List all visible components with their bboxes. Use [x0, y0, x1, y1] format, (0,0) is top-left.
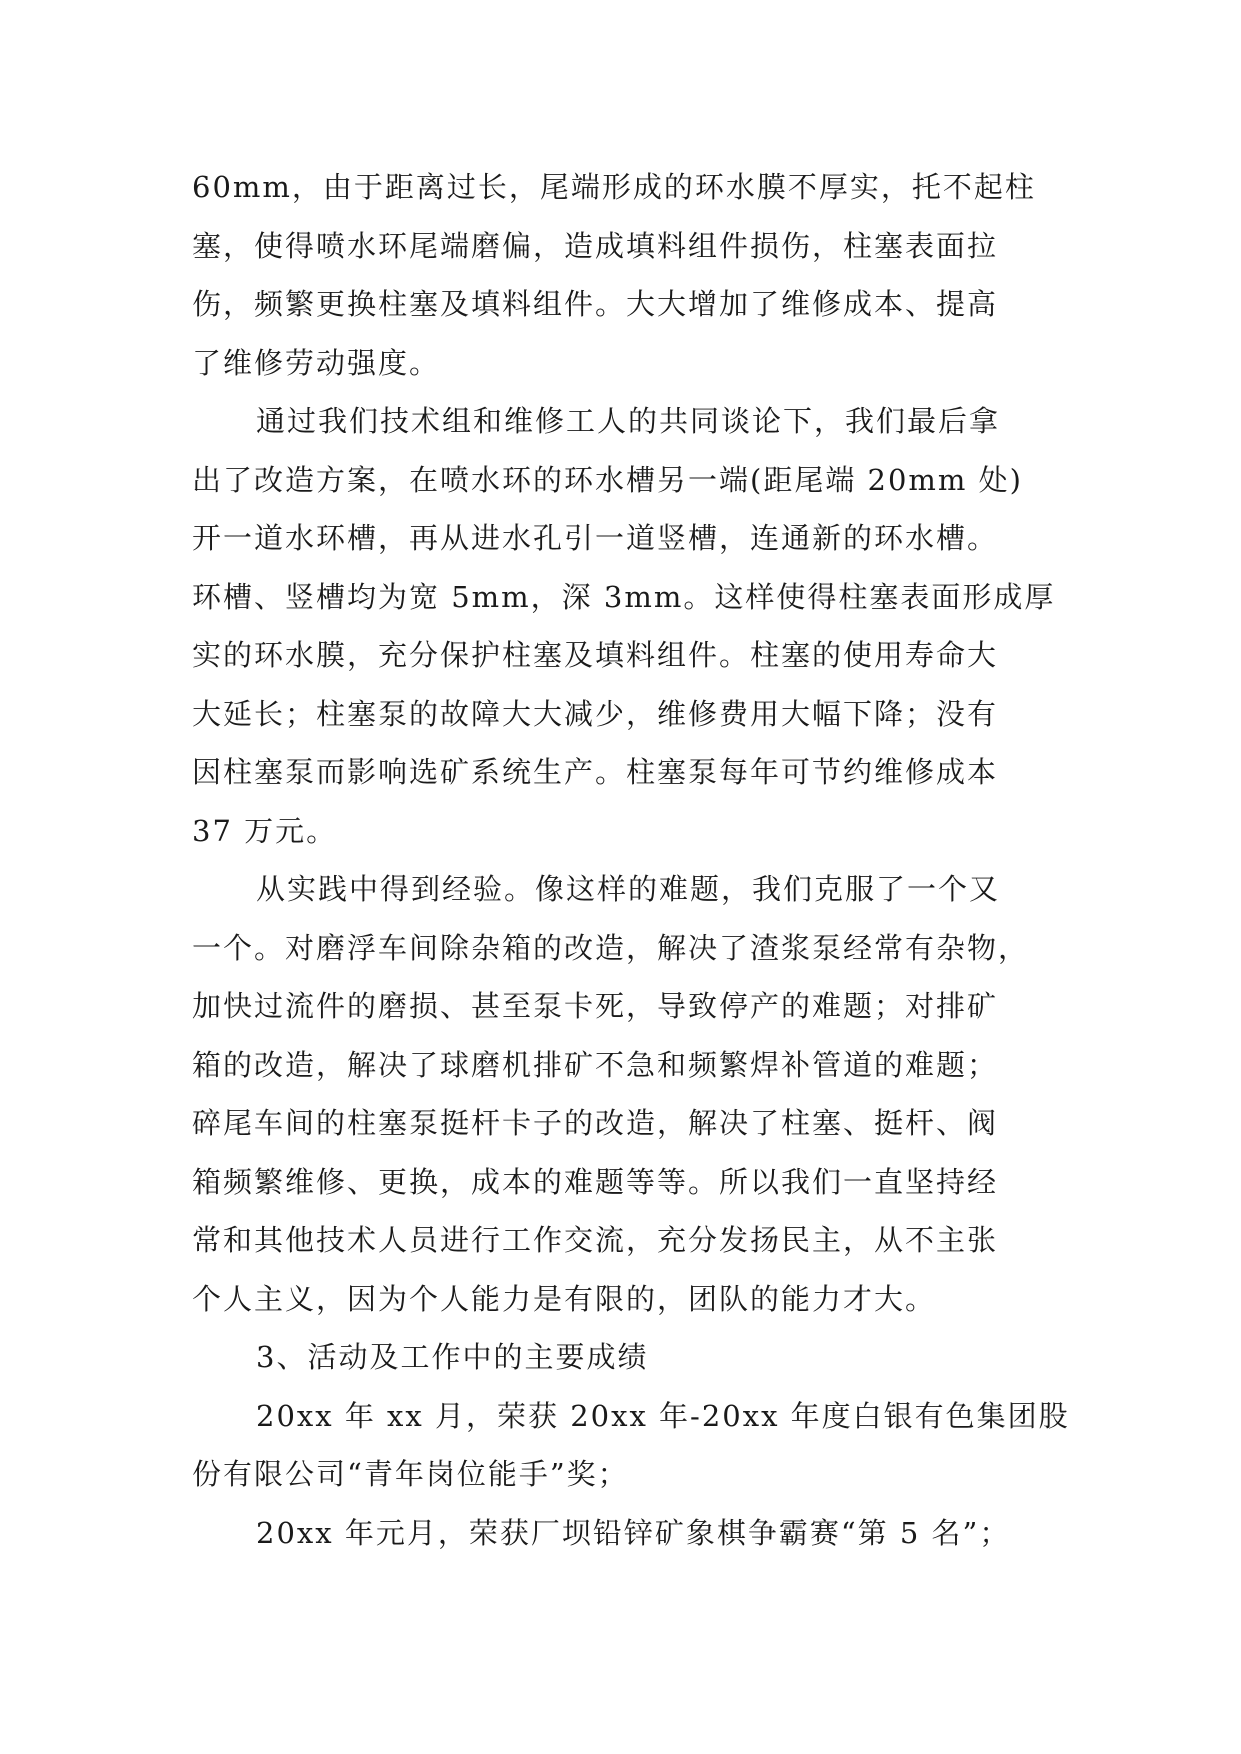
text-line: 箱的改造，解决了球磨机排矿不急和频繁焊补管道的难题；	[192, 1047, 999, 1082]
text-line: 因柱塞泵而影响选矿系统生产。柱塞泵每年可节约维修成本	[192, 755, 999, 789]
text-line: 常和其他技术人员进行工作交流，充分发扬民主，从不主张	[192, 1223, 999, 1257]
paragraph	[192, 860, 1072, 1328]
text-line: 开一道水环槽，再从进水孔引一道竖槽，连通新的环水槽。	[192, 521, 999, 555]
text-line: 加快过流件的磨损、甚至泵卡死，导致停产的难题；对排矿	[192, 989, 999, 1023]
text-line: 了维修劳动强度。	[192, 345, 441, 380]
text-line: 碎尾车间的柱塞泵挺杆卡子的改造，解决了柱塞、挺杆、阀	[192, 1106, 999, 1140]
achievement-item	[192, 1504, 1072, 1563]
paragraph	[192, 392, 1072, 860]
text-line: 通过我们技术组和维修工人的共同谈论下，我们最后拿	[256, 404, 1001, 438]
text-line: 箱频繁维修、更换，成本的难题等等。所以我们一直坚持经	[192, 1164, 999, 1199]
section-heading	[192, 1328, 1072, 1387]
text-line: 20xx 年 xx 月，荣获 20xx 年-20xx 年度白银有色集团股	[256, 1398, 1070, 1433]
text-line: 3、活动及工作中的主要成绩	[256, 1340, 649, 1374]
achievement-item	[192, 1387, 1072, 1504]
text-line: 60mm，由于距离过长，尾端形成的环水膜不厚实，托不起柱	[192, 170, 1036, 204]
text-line: 塞，使得喷水环尾端磨偏，造成填料组件损伤，柱塞表面拉	[192, 228, 999, 263]
document-body	[192, 158, 1072, 1562]
text-line: 个人主义，因为个人能力是有限的，团队的能力才大。	[192, 1281, 937, 1316]
text-line: 实的环水膜，充分保护柱塞及填料组件。柱塞的使用寿命大	[192, 638, 999, 672]
text-line: 20xx 年元月，荣获厂坝铅锌矿象棋争霸赛“第 5 名”；	[256, 1515, 1011, 1550]
paragraph	[192, 158, 1072, 392]
text-line: 从实践中得到经验。像这样的难题，我们克服了一个又	[256, 872, 1001, 906]
text-line: 一个。对磨浮车间除杂箱的改造，解决了渣浆泵经常有杂物，	[192, 930, 1030, 965]
text-line: 环槽、竖槽均为宽 5mm，深 3mm。这样使得柱塞表面形成厚	[192, 579, 1056, 614]
text-line: 大延长；柱塞泵的故障大大减少，维修费用大幅下降；没有	[192, 696, 999, 731]
text-line: 出了改造方案，在喷水环的环水槽另一端(距尾端 20mm 处)	[192, 462, 1023, 497]
text-line: 伤，频繁更换柱塞及填料组件。大大增加了维修成本、提高	[192, 287, 999, 321]
text-line: 份有限公司“青年岗位能手”奖；	[192, 1457, 629, 1491]
text-line: 37 万元。	[192, 813, 338, 848]
